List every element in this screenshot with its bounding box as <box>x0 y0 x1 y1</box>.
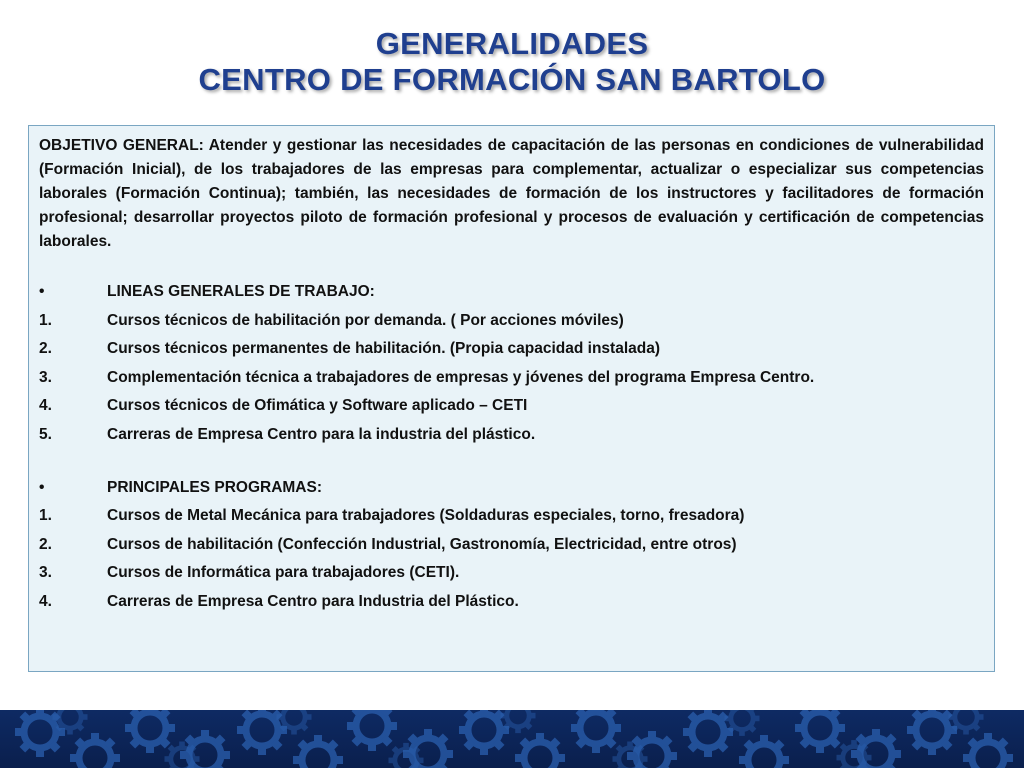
list-item <box>39 588 984 617</box>
list-number: 3. <box>39 564 52 582</box>
list-number: 1. <box>39 507 52 525</box>
title-line-centro: CENTRO DE FORMACIÓN SAN BARTOLO <box>198 62 826 97</box>
list-number: 3. <box>39 368 52 386</box>
programas-heading-row <box>39 474 984 503</box>
content-box <box>28 125 995 672</box>
list-number: 2. <box>39 535 52 553</box>
bullet-marker: • <box>39 283 45 300</box>
list-item-text: Cursos de Metal Mecánica para trabajadores (Soldaduras especiales, torno, fresadora) <box>107 507 745 525</box>
bullet-marker: • <box>39 478 45 496</box>
list-number: 1. <box>39 311 52 329</box>
list-item-text: Cursos de Informática para trabajadores (CETI). <box>107 564 460 582</box>
list-item <box>39 307 984 336</box>
list-item <box>39 392 984 421</box>
list-item <box>39 364 984 393</box>
list-item-text: Complementación técnica a trabajadores de empresas y jóvenes del programa Empresa Centro. <box>107 368 815 386</box>
lineas-heading-row <box>39 278 984 307</box>
list-item-text: Cursos de habilitación (Confección Industrial, Gastronomía, Electricidad, entre otros) <box>107 535 737 553</box>
list-item <box>39 559 984 588</box>
list-number: 4. <box>39 592 52 610</box>
objective-paragraph: OBJETIVO GENERAL: Atender y gestionar las necesidades de capacitación de las personas en condiciones de vulnerabilidad (Formación Inicial), de los trabajadores de las empresas para complementar, actualizar o especializar sus competencias laborales (Formación Continua); también, las necesidades de formación de los instructores y facilitadores de formación profesional; desarrollar proyectos piloto de formación profesional y procesos de evaluación y certificación de competencias laborales. <box>39 137 984 250</box>
title-line-generalidades: GENERALIDADES <box>375 26 649 61</box>
list-number: 2. <box>39 340 52 358</box>
list-item <box>39 502 984 531</box>
list-item-text: Cursos técnicos permanentes de habilitación. (Propia capacidad instalada) <box>107 340 660 358</box>
list-number: 4. <box>39 397 52 415</box>
programas-section <box>39 474 984 617</box>
list-item <box>39 335 984 364</box>
list-item-text: Carreras de Empresa Centro para Industria del Plástico. <box>107 592 519 610</box>
list-item <box>39 421 984 450</box>
lineas-heading: LINEAS GENERALES DE TRABAJO: <box>107 283 375 300</box>
list-item <box>39 531 984 560</box>
list-number: 5. <box>39 425 52 443</box>
list-item-text: Cursos técnicos de Ofimática y Software aplicado – CETI <box>107 397 528 415</box>
list-item-text: Cursos técnicos de habilitación por demanda. ( Por acciones móviles) <box>107 311 624 329</box>
lineas-section <box>39 278 984 450</box>
list-item-text: Carreras de Empresa Centro para la industria del plástico. <box>107 425 536 443</box>
footer-gear-band <box>0 710 1024 768</box>
slide-title <box>0 26 1024 98</box>
programas-heading: PRINCIPALES PROGRAMAS: <box>107 478 323 496</box>
gear-pattern-icon <box>0 710 1024 768</box>
